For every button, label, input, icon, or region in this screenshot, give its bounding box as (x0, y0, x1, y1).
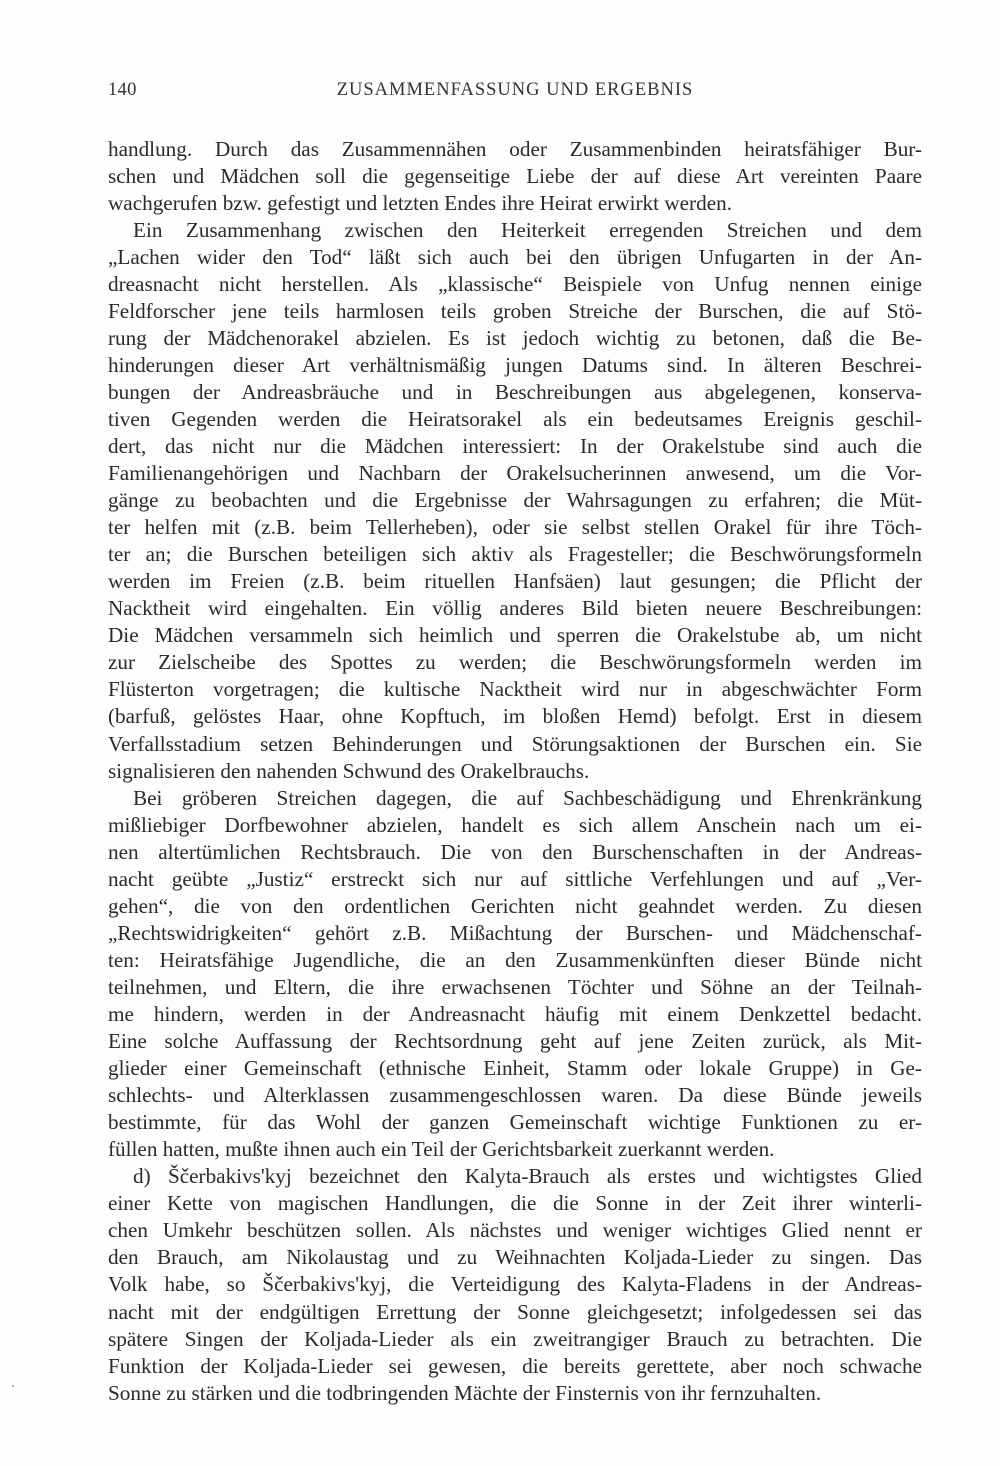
text-line: mißliebiger Dorfbewohner abzielen, handelt es sich allem Anschein nach um ei- (108, 812, 922, 837)
text-line: hinderungen dieser Art verhältnismäßig jungen Datums sind. In älteren Beschrei- (108, 352, 922, 377)
body-text (108, 136, 922, 1407)
text-line: Familienangehörigen und Nachbarn der Orakelsucherinnen anwesend, um die Vor- (108, 461, 922, 486)
text-line: spätere Singen der Koljada-Lieder als ein zweitrangiger Brauch zu betrachten. Die (108, 1326, 922, 1351)
text-line: Volk habe, so Ščerbakivs'kyj, die Verteidigung des Kalyta-Fladens in der Andreas- (108, 1272, 922, 1297)
text-line: ten: Heiratsfähige Jugendliche, die an den Zusammenkünften dieser Bünde nicht (108, 947, 922, 972)
text-line: „Rechtswidrigkeiten“ gehört z.B. Mißachtung der Burschen- und Mädchenschaf- (108, 920, 922, 945)
text-line: Sonne zu stärken und die todbringenden Mächte der Finsternis von ihr fernzuhalten. (108, 1380, 822, 1405)
text-line: zur Zielscheibe des Spottes zu werden; die Beschwörungsformeln werden im (108, 650, 922, 675)
text-line: den Brauch, am Nikolaustag und zu Weihnachten Koljada-Lieder zu singen. Das (108, 1245, 922, 1270)
text-line: Verfallsstadium setzen Behinderungen und Störungsaktionen der Burschen ein. Sie (108, 731, 922, 756)
text-line: Die Mädchen versammeln sich heimlich und sperren die Orakelstube ab, um nicht (108, 623, 922, 648)
text-line: nen altertümlichen Rechtsbrauch. Die von den Burschenschaften in der Andreas- (108, 839, 922, 864)
text-line: tiven Gegenden werden die Heiratsorakel als ein bedeutsames Ereignis geschil- (108, 406, 922, 431)
text-line: d) Ščerbakivs'kyj bezeichnet den Kalyta-Brauch als erstes und wichtigstes Glied (133, 1164, 922, 1189)
text-line: gehen“, die von den ordentlichen Gerichten nicht geahndet werden. Zu diesen (108, 893, 922, 918)
text-line: dert, das nicht nur die Mädchen interessiert: In der Orakelstube sind auch die (108, 434, 922, 459)
text-line: Ein Zusammenhang zwischen den Heiterkeit erregenden Streichen und dem (133, 217, 922, 242)
text-line: schlechts- und Alterklassen zusammengeschlossen waren. Da diese Bünde jeweils (108, 1083, 922, 1108)
text-line: ter an; die Burschen beteiligen sich aktiv als Fragesteller; die Beschwörungsformeln (108, 542, 922, 567)
page-header (108, 80, 922, 104)
text-line: „Lachen wider den Tod“ läßt sich auch bei den übrigen Unfugarten in der An- (108, 244, 922, 269)
scan-speck (12, 1385, 14, 1387)
text-line: ter helfen mit (z.B. beim Tellerheben), oder sie selbst stellen Orakel für ihre Töch- (108, 515, 922, 540)
text-line: Nacktheit wird eingehalten. Ein völlig anderes Bild bieten neuere Beschreibungen: (108, 596, 922, 621)
text-line: Feldforscher jene teils harmlosen teils groben Streiche der Burschen, die auf Stö- (108, 298, 922, 323)
running-title: ZUSAMMENFASSUNG UND ERGEBNIS (336, 80, 694, 100)
text-line: Flüsterton vorgetragen; die kultische Nacktheit wird nur in abgeschwächter Form (108, 677, 922, 702)
text-line: füllen hatten, mußte ihnen auch ein Teil der Gerichtsbarkeit zuerkannt werden. (108, 1137, 775, 1162)
text-line: bungen der Andreasbräuche und in Beschreibungen aus abgelegenen, konserva- (108, 379, 922, 404)
text-line: me hindern, werden in der Andreasnacht häufig mit einem Denkzettel bedacht. (108, 1002, 922, 1026)
text-line: gänge zu beobachten und die Ergebnisse der Wahrsagungen zu erfahren; die Müt- (108, 488, 922, 513)
page-number: 140 (108, 80, 137, 100)
text-line: rung der Mädchenorakel abzielen. Es ist jedoch wichtig zu betonen, daß die Be- (108, 325, 922, 350)
text-line: Funktion der Koljada-Lieder sei gewesen, die bereits gerettete, aber noch schwache (108, 1353, 922, 1378)
text-line: nacht geübte „Justiz“ erstreckt sich nur auf sittliche Verfehlungen und auf „Ver- (108, 866, 922, 891)
text-line: schen und Mädchen soll die gegenseitige Liebe der auf diese Art vereinten Paare (108, 163, 922, 188)
text-line: werden im Freien (z.B. beim rituellen Hanfsäen) laut gesungen; die Pflicht der (108, 569, 922, 594)
text-line: teilnehmen, und Eltern, die ihre erwachsenen Töchter und Söhne an der Teilnah- (108, 974, 922, 999)
text-line: nacht mit der endgültigen Errettung der Sonne gleichgesetzt; infolgedessen sei das (108, 1299, 922, 1324)
text-line: bestimmte, für das Wohl der ganzen Gemeinschaft wichtige Funktionen zu er- (108, 1110, 922, 1135)
text-line: wachgerufen bzw. gefestigt und letzten Endes ihre Heirat erwirkt werden. (108, 190, 732, 215)
text-line: einer Kette von magischen Handlungen, die die Sonne in der Zeit ihrer winterli- (108, 1191, 922, 1216)
text-line: dreasnacht nicht herstellen. Als „klassische“ Beispiele von Unfug nennen einige (108, 271, 922, 296)
text-line: signalisieren den nahenden Schwund des Orakelbrauchs. (108, 758, 590, 783)
text-line: Eine solche Auffassung der Rechtsordnung geht auf jene Zeiten zurück, als Mit- (108, 1029, 922, 1054)
text-line: (barfuß, gelöstes Haar, ohne Kopftuch, im bloßen Hemd) befolgt. Erst in diesem (108, 704, 922, 729)
text-line: chen Umkehr beschützen sollen. Als nächstes und weniger wichtiges Glied nennt er (108, 1218, 922, 1243)
text-line: Bei gröberen Streichen dagegen, die auf Sachbeschädigung und Ehrenkränkung (133, 785, 922, 810)
text-line: glieder einer Gemeinschaft (ethnische Einheit, Stamm oder lokale Gruppe) in Ge- (108, 1056, 922, 1081)
text-line: handlung. Durch das Zusammennähen oder Zusammenbinden heiratsfähiger Bur- (108, 136, 922, 161)
